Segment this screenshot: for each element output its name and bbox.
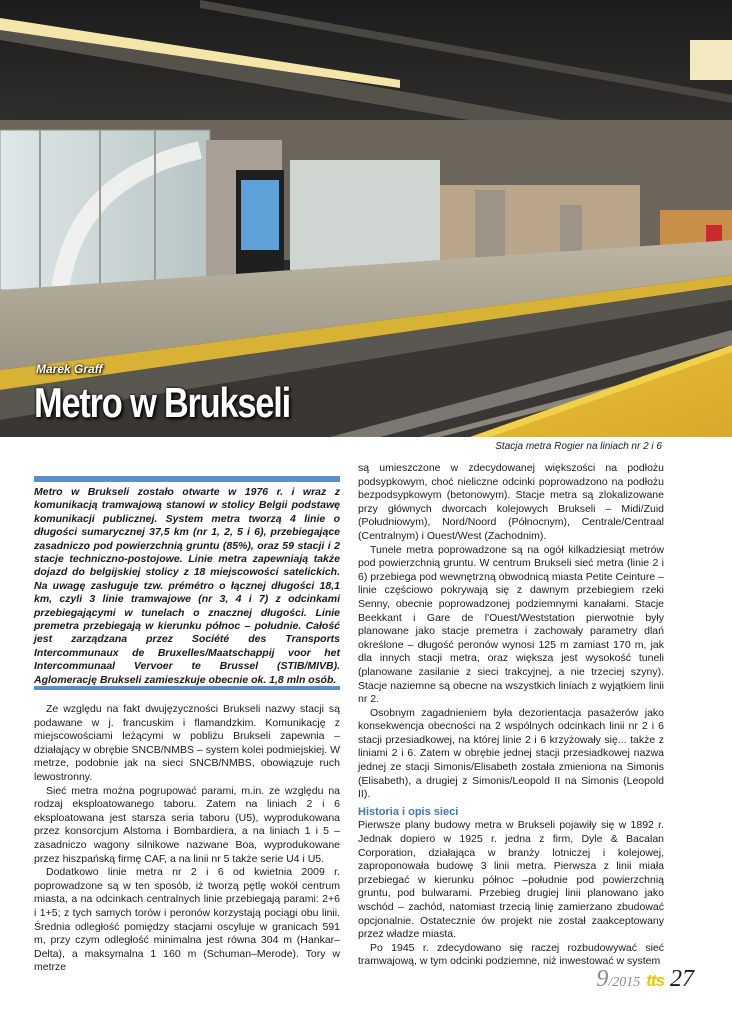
paragraph: Osobnym zagadnieniem była dezorientacja pasażerów jako konsekwencja obecności na 2 wspólnych odcinkach linii nr 2 i 6 stacji przesiadkowej, na której linie 2 i 6 krzyżowały się... także z liniami 2 i 6. Zatem w obrębie jednej stacji przesiadkowej nazwa jednej ze stacji Simonis/Elisabeth została zmieniona na Simonis (Elisabeth), a drugiej z Simonis/Leopold II na Simonis (Leopold II). (358, 706, 664, 801)
paragraph: Pierwsze plany budowy metra w Brukseli pojawiły się w 1892 r. Jednak dopiero w 1925 r. jedna z firm, Dyle & Bacalan Corporation, działająca w branży lotniczej i kolejowej, zaproponowała budowę 3 linii metra. Pierwsza z linii miała przebiegać w kierunku północ –południe pod powierzchnią gruntu, pod bulwarami. Przebieg drugiej linii planowano jako wschód – zachód, natomiast trzecią linię zamierzano zbudować opcjonalnie. Ostatecznie ów projekt nie został zaakceptowany przez władze miasta. (358, 819, 664, 941)
issue-year: /2015 (608, 975, 641, 990)
photo-caption: Stacja metra Rogier na liniach nr 2 i 6 (495, 441, 662, 452)
paragraph: Dodatkowo linie metra nr 2 i 6 od kwietnia 2009 r. poprowadzone są w ten sposób, iż tworzą pętlę wokół centrum miasta, a na odcinkach centralnych linie przebiegają parami: 2+6 i 1+5; z tych samych torów i peronów korzystają pociągi obu linii. Średnia odległość pomiędzy stacjami oscyluje w granicach 591 m, przy czym odległość minimalna jest równa 304 m (Hankar–Delta), a maksymalna 1 160 m (Schuman–Merode). Tory w metrze (34, 866, 340, 974)
magazine-logo: tts (646, 971, 664, 990)
page-footer (596, 966, 694, 993)
paragraph: Tunele metra poprowadzone są na ogół kilkadziesiąt metrów pod powierzchnią gruntu. W centrum Brukseli sieć metra (linie 2 i 6) przebiega pod wewnętrzną obwodnicą miasta Petite Ceinture – linie częściowo pokrywają się z dawnym przebiegiem rzeki Senny, obecnie poprowadzonej podziemnymi kanałami. Stacje Beekkant i Gare de l'Ouest/Weststation pierwotnie były planowane jako stacje premetra i zachowały parametry dlań określone – długość peronów wynosi 125 m zamiast 170 m, jak dla innych stacji metra, oraz większa jest wysokość tuneli (planowane zasilanie z sieci trakcyjnej, a nie trzeciej szyny). Stacje naziemne są obecne na wszystkich liniach z wyjątkiem linii nr 2. (358, 543, 664, 706)
right-column (358, 462, 664, 969)
issue-number: 9 (596, 966, 609, 992)
metro-station-illustration (0, 0, 732, 437)
article-lead: Metro w Brukseli zostało otwarte w 1976 r. i wraz z komunikacją tramwajową stanowi w stolicy Belgii podstawę komunikacji publicznej. System metra tworzą 4 linie o długości sumarycznej 37,5 km (nr 1, 2, 5 i 6), przebiegające zasadniczo pod powierzchnią gruntu (85%), oraz 59 stacji i 2 stacje techniczno-postojowe. Linie metra zapewniają także dojazd do belgijskiej stolicy z 18 miejscowości satelickich. Na uwagę zasługuje tzw. prémétro o łącznej długości 18,1 km, czyli 3 linie tramwajowe (nr 3, 4 i 7) z odcinkami przebiegającymi w tunelach o znacznej długości. Linie premetra przebiegają w kierunku północ – południe. Całość jest zarządzana przez Société des Transports Intercommunaux de Bruxelles/Maatschappij voor het Intercommunaal Vervoer te Brussel (STIB/MIVB). Aglomerację Brukseli zamieszkuje obecnie ok. 1,8 mln osób. (34, 486, 340, 686)
hero-photo (0, 0, 732, 437)
section-heading: Historia i opis sieci (358, 805, 459, 818)
page-number: 27 (670, 966, 694, 992)
article-title: Metro w Brukseli (34, 379, 290, 426)
article-author: Marek Graff (36, 362, 103, 376)
paragraph: Sieć metra można pogrupować parami, m.in. ze względu na rodzaj eksploatowanego taboru. Zatem na liniach 2 i 6 eksploatowana jest starsza seria taboru (U5), wyprodukowana przez konsorcjum Alstoma i Bombardiera, a na liniach 1 i 5 – zasadniczo wagony silnikowe nazwane Boa, wyprodukowane przez hiszpańską firmę CAF, a na linii nr 5 także serie U4 i U5. (34, 784, 340, 865)
paragraph: są umieszczone w zdecydowanej większości na podłożu podsypkowym, choć nieliczne odcinki poprowadzono na podłożu bezpodsypkowym (betonowym). Stacje metra są zlokalizowane przy głównych dworcach kolejowych Brukseli – Midi/Zuid (Południowym), Nord/Noord (Północnym), Centrale/Centraal (Centralnym) i Ouest/West (Zachodnim). (358, 462, 664, 542)
lead-bottom-rule (34, 686, 340, 690)
issue-block (596, 966, 640, 993)
paragraph: Po 1945 r. zdecydowano się raczej rozbudowywać sieć tramwajową, w tym odcinki podziemne, niż inwestować w system (358, 941, 664, 968)
lead-top-rule (34, 476, 340, 482)
left-column (34, 703, 340, 975)
paragraph: Ze względu na fakt dwujęzyczności Brukseli nazwy stacji są podawane w j. francuskim i flamandzkim. Komunikację z miejscowościami leżącymi w pobliżu Brukseli zapewnia – działający w obrębie SNCB/NMBS – system kolei podmiejskiej. W metrze, podobnie jak na sieci SNCB/NMBS, obowiązuje ruch lewostronny. (34, 703, 340, 783)
